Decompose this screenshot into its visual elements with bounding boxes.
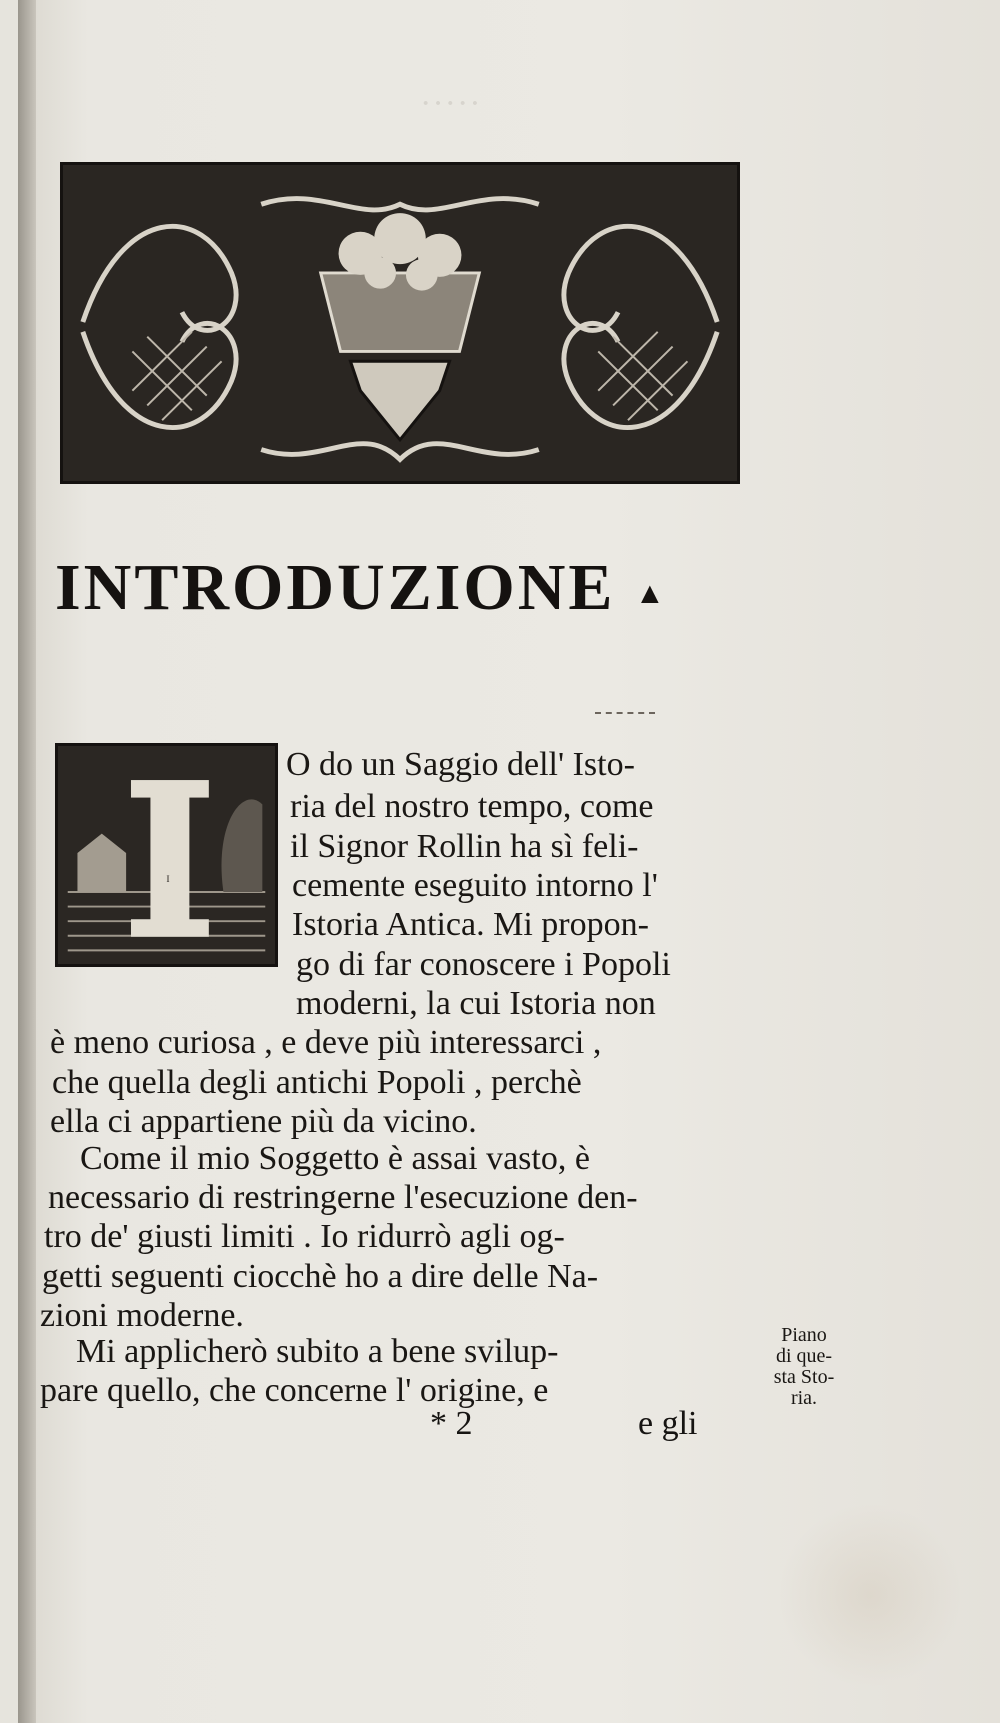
paper-stain xyxy=(780,1500,960,1690)
text-line: cemente eseguito intorno l' xyxy=(292,867,658,904)
initial-letter: I xyxy=(166,874,170,886)
chapter-title-text: INTRODUZIONE xyxy=(55,551,616,624)
marginal-note-line: Piano xyxy=(781,1324,827,1346)
page-gutter xyxy=(18,0,36,1723)
text-line: tro de' giusti limiti . Io ridurrò agli og- xyxy=(44,1218,565,1255)
title-mark: ▲ xyxy=(634,576,668,610)
text-line: moderni, la cui Istoria non xyxy=(296,985,656,1022)
marginal-note-line: di que- xyxy=(775,1345,833,1367)
ornamental-headpiece-icon xyxy=(60,162,740,484)
marginal-note xyxy=(764,1325,844,1409)
divider-rule xyxy=(595,712,655,714)
marginal-note-line: ria. xyxy=(790,1387,818,1409)
signature-mark: * 2 xyxy=(430,1405,473,1442)
text-line: O do un Saggio dell' Isto- xyxy=(286,746,635,783)
text-line: ria del nostro tempo, come xyxy=(290,788,654,825)
text-line: zioni moderne. xyxy=(40,1297,244,1334)
text-line: pare quello, che concerne l' origine, e xyxy=(40,1372,549,1409)
text-line: Istoria Antica. Mi propon- xyxy=(292,906,649,943)
bleed-through-text: ····· xyxy=(420,85,482,122)
text-line: Come il mio Soggetto è assai vasto, è xyxy=(80,1140,590,1177)
text-line: necessario di restringerne l'esecuzione den- xyxy=(48,1179,638,1216)
text-line: è meno curiosa , e deve più interessarci , xyxy=(50,1024,602,1061)
catchword: e gli xyxy=(638,1405,698,1442)
chapter-title xyxy=(55,551,775,624)
text-line: go di far conoscere i Popoli xyxy=(296,946,671,983)
text-line: ella ci appartiene più da vicino. xyxy=(50,1103,477,1140)
text-line: getti seguenti ciocchè ho a dire delle Na- xyxy=(42,1258,599,1295)
marginal-note-line: sta Sto- xyxy=(773,1366,835,1388)
text-line: Mi applicherò subito a bene svilup- xyxy=(76,1333,559,1370)
initial-letter-icon xyxy=(55,743,278,967)
text-line: che quella degli antichi Popoli , perchè xyxy=(52,1064,582,1101)
text-line: il Signor Rollin ha sì feli- xyxy=(290,828,639,865)
